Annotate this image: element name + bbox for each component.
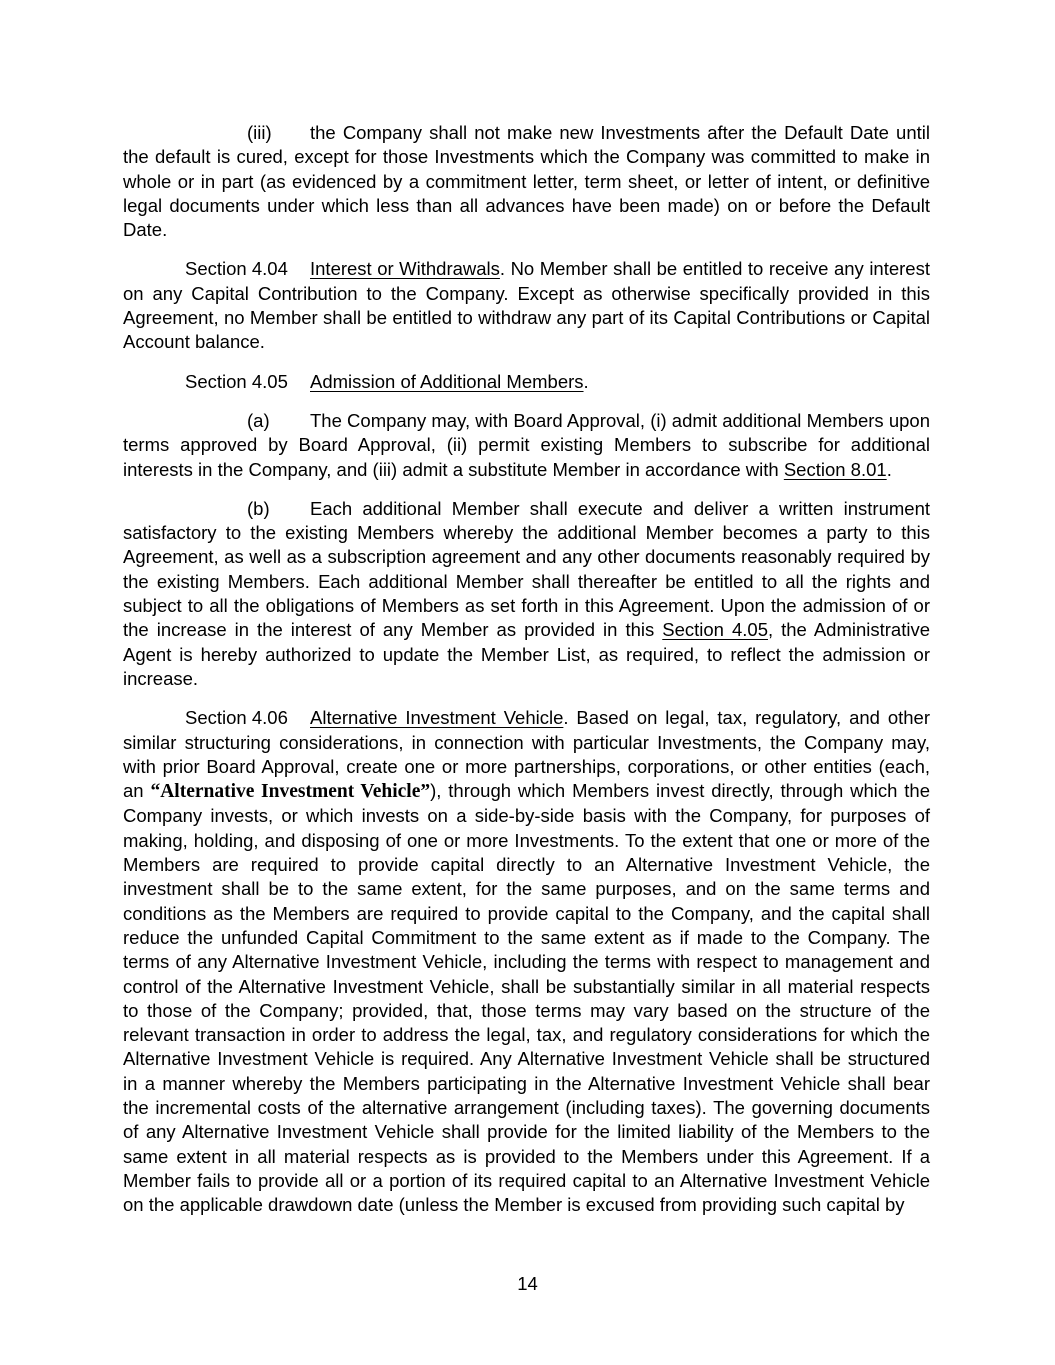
text-run: , the Administrative Agent is hereby authorized to update the Member List, as required, to reflect the admission or increase. [123, 619, 931, 689]
paragraph-label: Section 4.05 [185, 370, 288, 392]
underlined-run: Section 8.01 [783, 458, 887, 480]
paragraph-a [123, 409, 930, 482]
paragraph-label: (a) [247, 409, 270, 431]
text-run: . Based on legal, tax, regulatory, and other similar structuring considerations, in connection with particular Investments, the Company may, with prior Board Approval, create one or more partnerships, corporations, or other entities (each, an [123, 707, 931, 802]
text-run: . No Member shall be entitled to receive any interest on any Capital Contribution to the Company. Except as otherwise specifically provided in this Agreement, no Member shall be entitled to withdraw any part of its Capital Contributions or Capital Account balance. [123, 258, 930, 353]
text-run: The Company may, with Board Approval, (i) admit additional Members upon terms approved by Board Approval, (ii) permit existing Members to subscribe for additional interests in the Company, and (iii) admit a substitute Member in accordance with [123, 409, 930, 480]
underlined-run: Interest or Withdrawals [310, 258, 500, 280]
text-run: ), through which Members invest directly, through which the Company invests, or which invests on a side-by-side basis with the Company, for purposes of making, holding, and disposing of one or more Investments. To the extent that one or more of the Members are required to provide capital directly to an Alternative Investment Vehicle, the investment shall be to the same extent, for the same purposes, and on the same terms and conditions as the Members are required to provide capital to the Company, and the capital shall reduce the unfunded Capital Commitment to the same extent as if made to the Company. The terms of any Alternative Investment Vehicle, including the terms with respect to management and control of the Alternative Investment Vehicle, shall be substantially similar in all material respects to those of the Company; provided, that, those terms may vary based on the structure of the relevant transaction in order to address the legal, tax, and regulatory considerations for which the Alternative Investment Vehicle is required. Any Alternative Investment Vehicle shall be structured in a manner whereby the Members participating in the Alternative Investment Vehicle shall bear the incremental costs of the alternative arrangement (including taxes). The governing documents of any Alternative Investment Vehicle shall provide for the limited liability of the Members to the same extent in all material respects as is provided to the Members under this Agreement. If a Member fails to provide all or a portion of its required capital to an Alternative Investment Vehicle on the applicable drawdown date (unless the Member is excused from providing such capital by [123, 780, 930, 1216]
text-run: . [583, 370, 589, 392]
paragraph-section4.04 [123, 257, 930, 354]
text-run: Each additional Member shall execute and deliver a written instrument satisfactory to the existing Members whereby the additional Member becomes a party to this Agreement, as well as a subscription agreement and any other documents reasonably required by the existing Members. Each additional Member shall thereafter be entitled to all the rights and subject to all the obligations of Members as set forth in this Agreement. Upon the admission of or the increase in the interest of any Member as provided in this [123, 497, 930, 641]
page-number: 14 [517, 1273, 538, 1294]
paragraph-section4.05 [123, 370, 930, 394]
text-run: . [886, 458, 892, 480]
paragraph-section4.06 [123, 706, 930, 1217]
paragraph-b [123, 497, 930, 691]
text-run: the Company shall not make new Investments after the Default Date until the default is cured, except for those Investments which the Company was committed to make in whole or in part (as evidenced by a commitment letter, term sheet, or letter of intent, or definitive legal documents under which less than all advances have been made) on or before the Default Date. [123, 122, 930, 241]
underlined-run: Alternative Investment Vehicle [310, 707, 564, 729]
defined-term: “Alternative Investment Vehicle” [150, 781, 431, 803]
paragraph-iii [123, 121, 930, 242]
underlined-run: Admission of Additional Members [310, 370, 584, 392]
document-body [123, 121, 930, 1232]
paragraph-label: Section 4.04 [185, 258, 288, 280]
paragraph-label: (b) [247, 497, 270, 519]
paragraph-label: Section 4.06 [185, 707, 288, 729]
underlined-run: Section 4.05 [662, 619, 768, 641]
paragraph-label: (iii) [247, 122, 272, 143]
